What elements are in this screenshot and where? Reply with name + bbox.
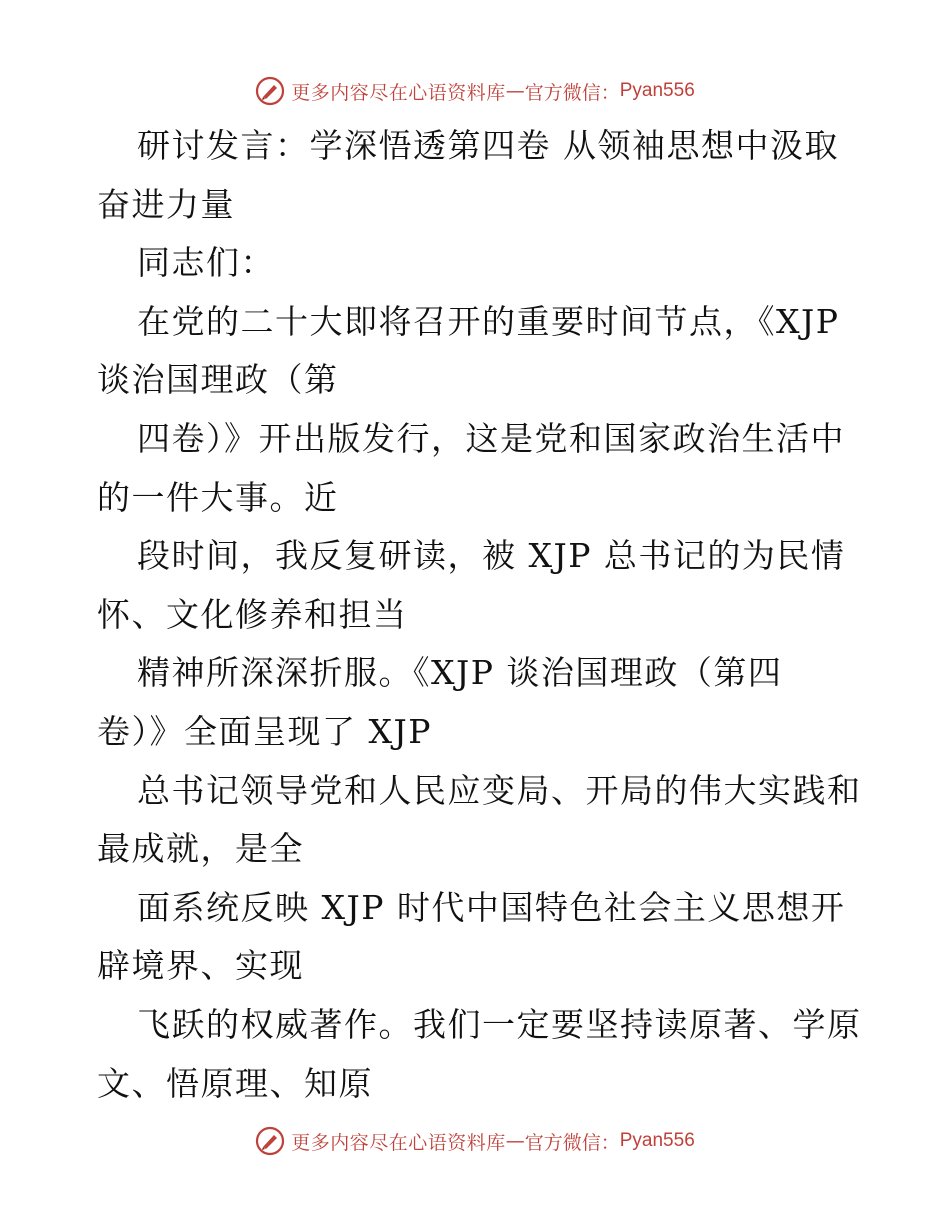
- body-line: 怀、文化修养和担当: [97, 594, 408, 634]
- body-line: 精神所深深折服。《XJP 谈治国理政（第四: [137, 653, 783, 693]
- body-line: 面系统反映 XJP 时代中国特色社会主义思想开: [137, 887, 846, 927]
- salutation: 同志们：: [137, 243, 275, 283]
- body-line: 段时间，我反复研读，被 XJP 总书记的为民情: [137, 536, 846, 576]
- watermark-wechat-label: 官方微信：: [524, 81, 620, 104]
- watermark-wechat-id: Pyan556: [619, 1130, 695, 1151]
- body-line: 飞跃的权威著作。我们一定要坚持读原著、学原: [137, 1004, 862, 1044]
- body-line: 文、悟原理、知原: [97, 1063, 373, 1103]
- title-line-2: 奋进力量: [97, 184, 235, 224]
- header-watermark: [0, 71, 950, 111]
- watermark-library-text: 更多内容尽在心语资料库: [291, 1131, 506, 1154]
- body-line: 最成就，是全: [97, 829, 304, 869]
- title-line-1: 研讨发言：学深悟透第四卷 从领袖思想中汲取: [137, 126, 839, 165]
- body-line: 辟境界、实现: [97, 946, 304, 986]
- watermark-separator: —: [505, 80, 525, 102]
- pen-logo-icon: [255, 1126, 285, 1156]
- watermark-wechat-label: 官方微信：: [524, 1131, 620, 1154]
- watermark-separator: —: [505, 1130, 525, 1152]
- body-line: 谈治国理政（第: [97, 360, 339, 400]
- document-body: [97, 117, 862, 1113]
- body-line: 在党的二十大即将召开的重要时间节点，《XJP: [137, 301, 840, 341]
- watermark-wechat-id: Pyan556: [619, 80, 695, 101]
- body-line: 总书记领导党和人民应变局、开局的伟大实践和: [137, 770, 862, 810]
- body-line: 卷）》全面呈现了 XJP: [97, 711, 432, 751]
- pen-logo-icon: [255, 76, 285, 106]
- footer-watermark: [0, 1121, 950, 1161]
- body-line: 的一件大事。近: [97, 477, 339, 517]
- watermark-library-text: 更多内容尽在心语资料库: [291, 81, 506, 104]
- body-line: 四卷）》开出版发行，这是党和国家政治生活中: [137, 418, 845, 458]
